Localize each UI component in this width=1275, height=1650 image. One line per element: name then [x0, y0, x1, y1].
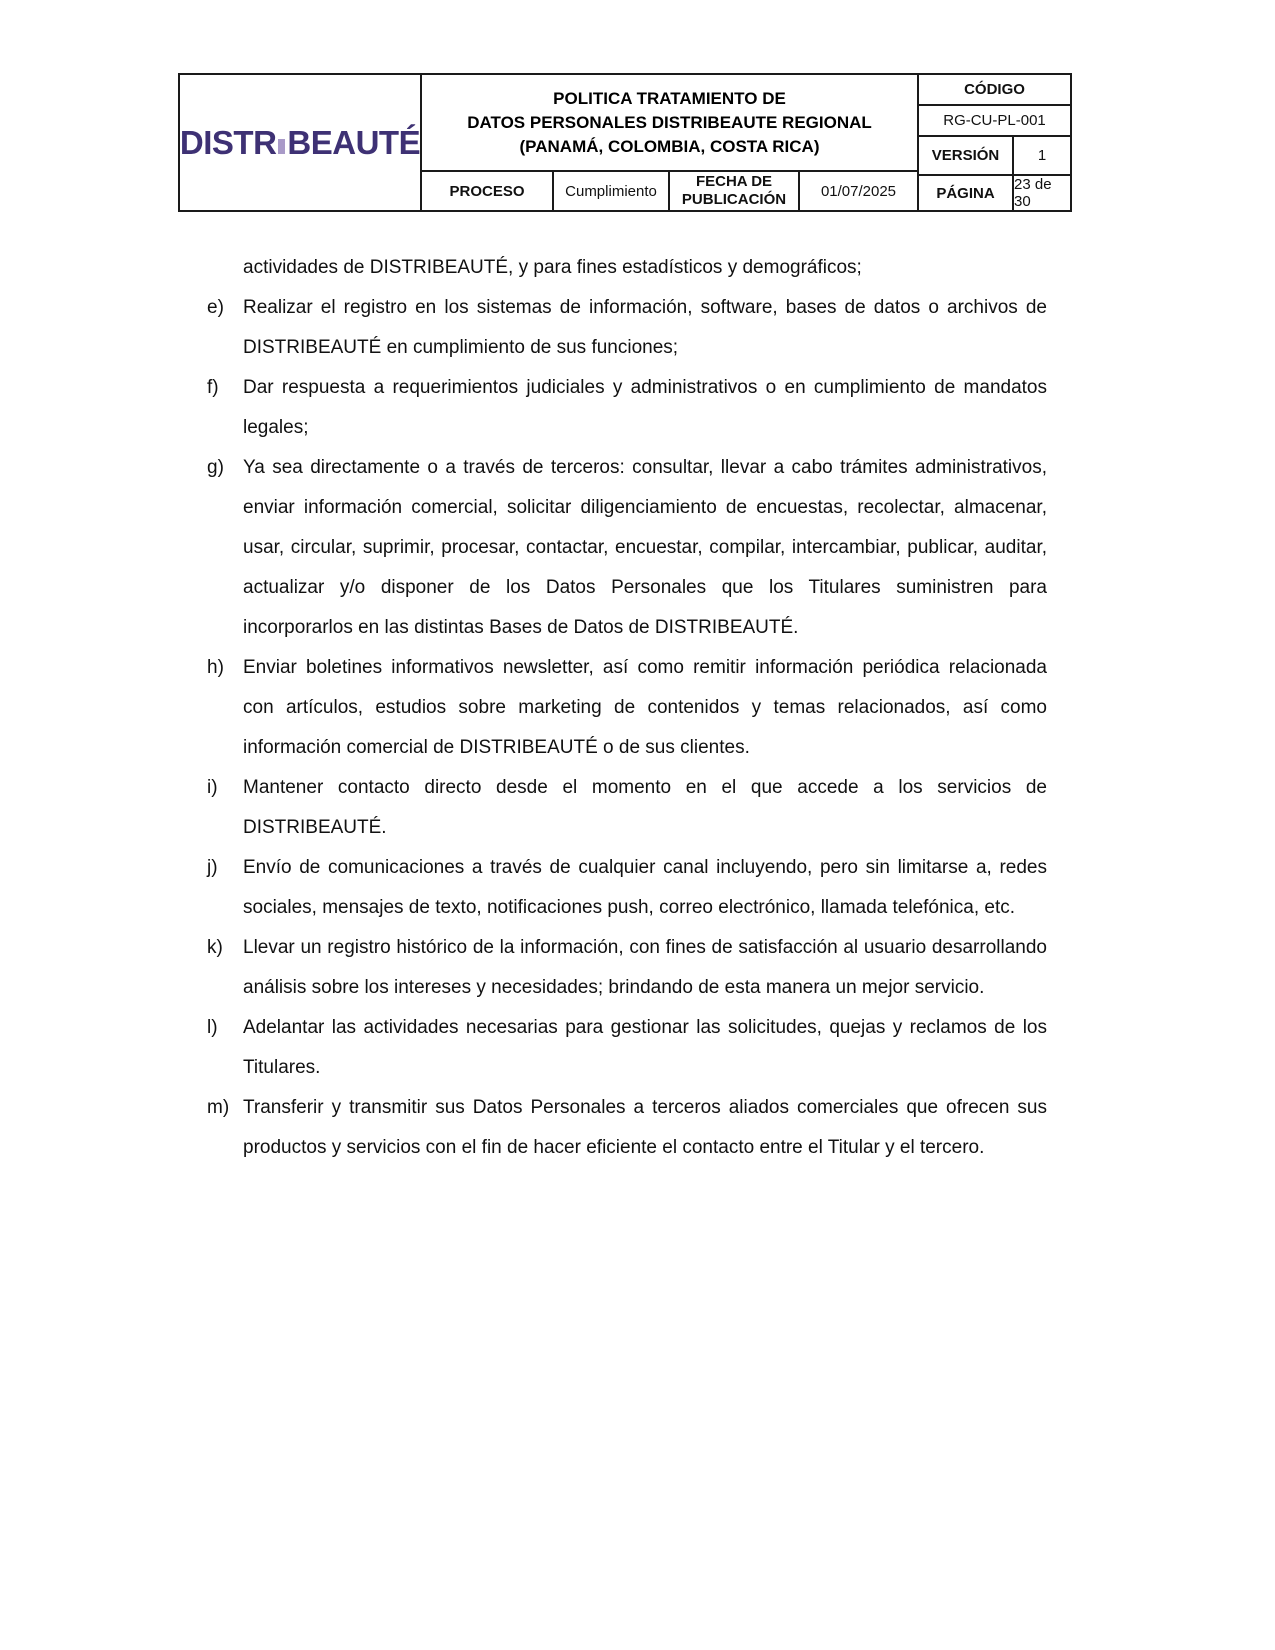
list-item-text: Ya sea directamente o a través de terceros: consultar, llevar a cabo trámites administrativos, enviar información comercial, solicitar diligenciamiento de encuestas, recolectar, almacenar, usar, circular, suprimir, procesar, contactar, encuestar, compilar, intercambiar, publicar, auditar, actualizar y/o disponer de los Datos Personales que los Titulares suministren para incorporarlos en las distintas Bases de Datos de DISTRIBEAUTÉ.	[243, 457, 1047, 638]
version-label: VERSIÓN	[919, 137, 1014, 174]
list-item	[207, 768, 1047, 848]
list-item	[207, 648, 1047, 768]
header-right-column	[919, 75, 1070, 210]
document-title	[422, 75, 917, 172]
list-item-text: Llevar un registro histórico de la información, con fines de satisfacción al usuario desarrollando análisis sobre los intereses y necesidades; brindando de esta manera un mejor servicio.	[243, 937, 1047, 998]
list-item-text: Envío de comunicaciones a través de cualquier canal incluyendo, pero sin limitarse a, redes sociales, mensajes de texto, notificaciones push, correo electrónico, llamada telefónica, etc.	[243, 857, 1047, 918]
list-item	[207, 1008, 1047, 1088]
list-item-label: h)	[207, 657, 224, 678]
purpose-list	[207, 288, 1047, 1168]
fecha-publicacion-value: 01/07/2025	[820, 182, 897, 200]
list-item-text: Enviar boletines informativos newsletter, así como remitir información periódica relacionada con artículos, estudios sobre marketing de contenidos y temas relacionados, así como información comercial de DISTRIBEAUTÉ o de sus clientes.	[243, 657, 1047, 758]
list-item	[207, 1088, 1047, 1168]
proceso-row	[422, 172, 917, 210]
list-item-label: j)	[207, 857, 218, 878]
continuation-paragraph: actividades de DISTRIBEAUTÉ, y para fines estadísticos y demográficos;	[243, 257, 862, 278]
distribeaute-logo	[180, 124, 420, 162]
pagina-row	[919, 176, 1070, 210]
list-item	[207, 928, 1047, 1008]
list-item	[207, 288, 1047, 368]
list-item-text: Transferir y transmitir sus Datos Personales a terceros aliados comerciales que ofrecen sus productos y servicios con el fin de hacer eficiente el contacto entre el Titular y el tercero.	[243, 1097, 1047, 1158]
list-item-text: Realizar el registro en los sistemas de información, software, bases de datos o archivos de DISTRIBEAUTÉ en cumplimiento de sus funciones;	[243, 297, 1047, 358]
lipstick-icon	[278, 137, 285, 154]
document-body	[207, 248, 1047, 1168]
list-item	[207, 368, 1047, 448]
list-item-label: m)	[207, 1097, 230, 1118]
document-title-line: POLITICA TRATAMIENTO DE	[553, 88, 786, 108]
logo-cell	[180, 75, 422, 210]
logo-text-right: BEAUTÉ	[287, 123, 421, 161]
logo-text-left: DISTR	[179, 123, 277, 161]
version-value: 1	[1037, 147, 1047, 164]
header-middle-column	[422, 75, 919, 210]
list-item	[207, 448, 1047, 648]
header-table	[178, 73, 1072, 212]
proceso-label: PROCESO	[422, 172, 554, 210]
fecha-publicacion-label: FECHA DE PUBLICACIÓN	[670, 172, 800, 210]
list-item-label: k)	[207, 937, 223, 958]
list-item-label: g)	[207, 457, 224, 478]
codigo-label: CÓDIGO	[919, 75, 1070, 106]
document-title-line: (PANAMÁ, COLOMBIA, COSTA RICA)	[519, 136, 820, 156]
list-item-label: i)	[207, 777, 218, 798]
list-item-label: e)	[207, 297, 224, 318]
list-item-text: Mantener contacto directo desde el momento en el que accede a los servicios de DISTRIBEAUTÉ.	[243, 777, 1047, 838]
version-row	[919, 137, 1070, 176]
list-item-label: f)	[207, 377, 219, 398]
list-item-label: l)	[207, 1017, 218, 1038]
pagina-value: 23 de 30	[1014, 176, 1052, 210]
list-item-text: Adelantar las actividades necesarias para gestionar las solicitudes, quejas y reclamos de los Titulares.	[243, 1017, 1047, 1078]
list-item	[207, 848, 1047, 928]
document-title-line: DATOS PERSONALES DISTRIBEAUTE REGIONAL	[467, 112, 872, 132]
proceso-value: Cumplimiento	[554, 172, 670, 210]
list-item-text: Dar respuesta a requerimientos judiciales y administrativos o en cumplimiento de mandatos legales;	[243, 377, 1047, 438]
codigo-value: RG-CU-PL-001	[919, 106, 1070, 137]
pagina-label: PÁGINA	[919, 176, 1014, 210]
